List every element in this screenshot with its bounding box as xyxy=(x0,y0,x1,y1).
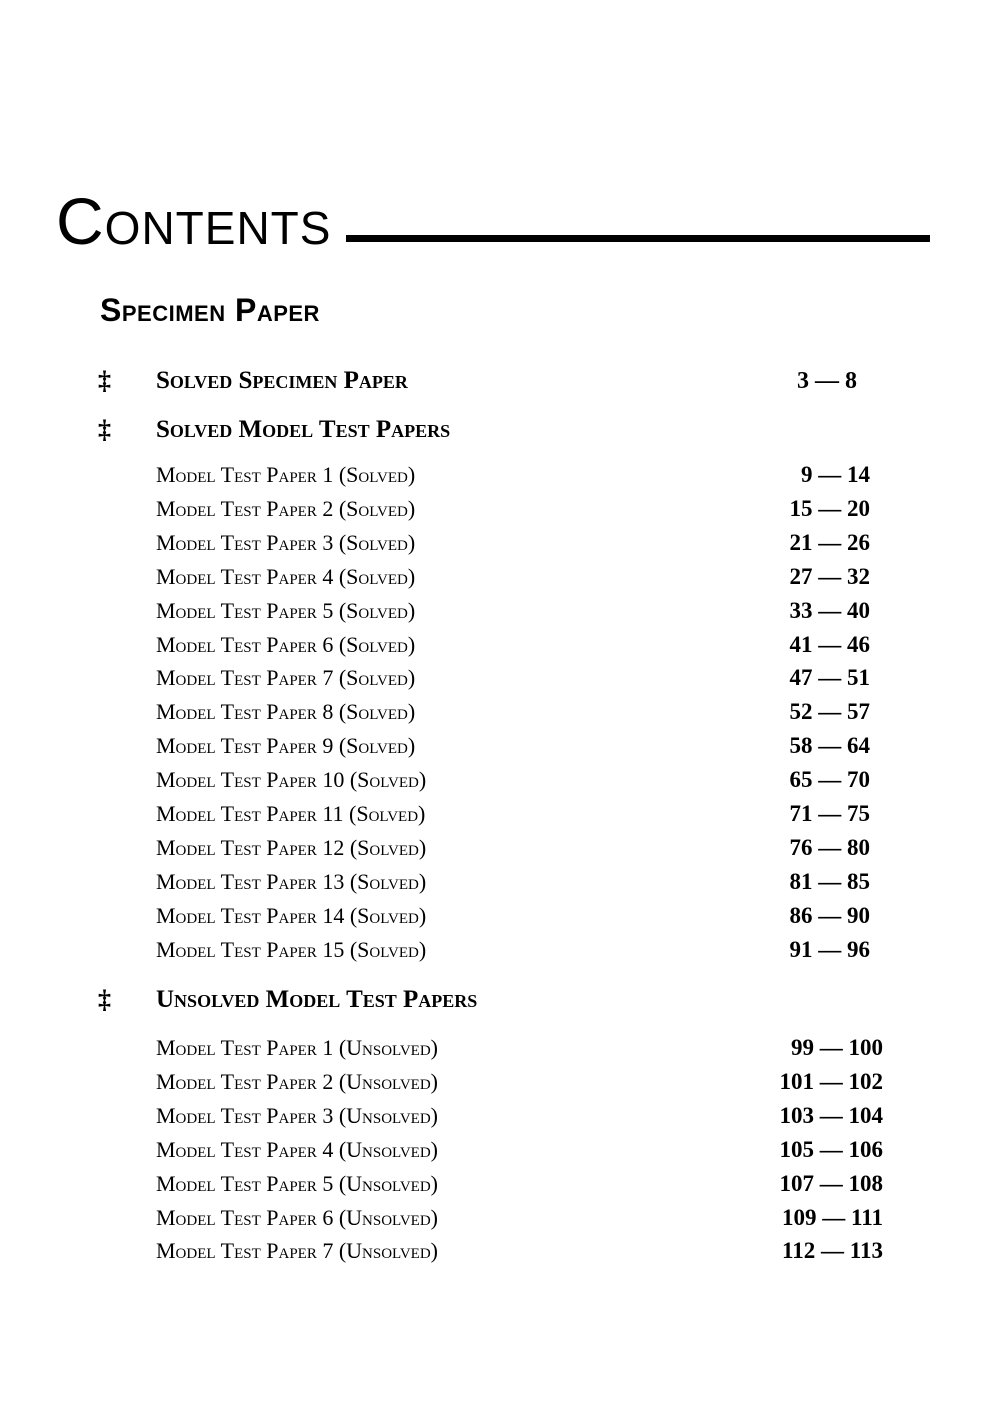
toc-entry[interactable] xyxy=(0,494,992,524)
toc-group-unsolved-model xyxy=(0,983,992,1017)
group-label: Unsolved Model Test Papers xyxy=(156,986,478,1013)
entry-label: Model Test Paper 4 (Solved) xyxy=(156,564,416,589)
entry-page-range: 91 — 96 xyxy=(789,937,870,962)
entry-label: Model Test Paper 15 (Solved) xyxy=(156,937,427,962)
entry-label: Model Test Paper 9 (Solved) xyxy=(156,733,416,758)
entry-page-range: 86 — 90 xyxy=(789,903,870,928)
toc-entry[interactable] xyxy=(0,867,992,897)
group-label: Solved Model Test Papers xyxy=(156,416,451,443)
entry-label: Model Test Paper 8 (Solved) xyxy=(156,699,416,724)
entry-page-range: 109 — 111 xyxy=(782,1205,883,1230)
entry-label: Model Test Paper 6 (Unsolved) xyxy=(156,1205,438,1230)
entry-page-range: 65 — 70 xyxy=(789,767,870,792)
toc-group-solved-specimen[interactable] xyxy=(0,364,992,398)
toc-entry[interactable] xyxy=(0,596,992,626)
toc-entry[interactable] xyxy=(0,663,992,693)
entry-label: Model Test Paper 2 (Unsolved) xyxy=(156,1069,438,1094)
entry-label: Model Test Paper 12 (Solved) xyxy=(156,835,427,860)
toc-entry[interactable] xyxy=(0,1169,992,1199)
entry-page-range: 47 — 51 xyxy=(789,665,870,690)
toc-entry[interactable] xyxy=(0,799,992,829)
entry-page-range: 52 — 57 xyxy=(789,699,870,724)
toc-entry[interactable] xyxy=(0,1203,992,1233)
page-title: Contents xyxy=(56,184,332,258)
entry-label: Model Test Paper 14 (Solved) xyxy=(156,903,427,928)
entry-page-range: 105 — 106 xyxy=(779,1137,883,1162)
entry-label: Model Test Paper 7 (Unsolved) xyxy=(156,1238,438,1263)
entry-label: Model Test Paper 7 (Solved) xyxy=(156,665,416,690)
entry-label: Model Test Paper 5 (Solved) xyxy=(156,598,416,623)
toc-entry[interactable] xyxy=(0,765,992,795)
entry-page-range: 58 — 64 xyxy=(789,733,870,758)
toc-entry[interactable] xyxy=(0,562,992,592)
section-heading: Specimen Paper xyxy=(100,292,320,328)
entry-page-range: 81 — 85 xyxy=(789,869,870,894)
double-dagger-bullet-icon: ‡ xyxy=(98,985,111,1014)
entry-label: Model Test Paper 5 (Unsolved) xyxy=(156,1171,438,1196)
toc-entry[interactable] xyxy=(0,697,992,727)
entry-page-range: 101 — 102 xyxy=(779,1069,883,1094)
entry-page-range: 9 — 14 xyxy=(801,462,870,487)
entry-page-range: 41 — 46 xyxy=(789,632,870,657)
entry-label: Model Test Paper 1 (Unsolved) xyxy=(156,1035,438,1060)
entry-page-range: 33 — 40 xyxy=(789,598,870,623)
toc-entry[interactable] xyxy=(0,731,992,761)
toc-group-solved-model xyxy=(0,413,992,447)
entry-label: Model Test Paper 11 (Solved) xyxy=(156,801,426,826)
toc-entry[interactable] xyxy=(0,1067,992,1097)
entry-page-range: 27 — 32 xyxy=(789,564,870,589)
toc-entry[interactable] xyxy=(0,1033,992,1063)
toc-entry[interactable] xyxy=(0,833,992,863)
entry-label: Model Test Paper 13 (Solved) xyxy=(156,869,427,894)
entry-page-range: 71 — 75 xyxy=(789,801,870,826)
toc-entry[interactable] xyxy=(0,1101,992,1131)
entry-label: Model Test Paper 1 (Solved) xyxy=(156,462,416,487)
entry-page-range: 107 — 108 xyxy=(779,1171,883,1196)
contents-header xyxy=(56,186,930,256)
entry-label: Model Test Paper 2 (Solved) xyxy=(156,496,416,521)
entry-label: Model Test Paper 3 (Unsolved) xyxy=(156,1103,438,1128)
entry-page-range: 21 — 26 xyxy=(789,530,870,555)
entry-label: Model Test Paper 4 (Unsolved) xyxy=(156,1137,438,1162)
entry-label: Model Test Paper 6 (Solved) xyxy=(156,632,416,657)
double-dagger-bullet-icon: ‡ xyxy=(98,366,111,395)
group-page-range: 3 — 8 xyxy=(797,368,857,394)
entry-label: Model Test Paper 10 (Solved) xyxy=(156,767,427,792)
toc-entry[interactable] xyxy=(0,935,992,965)
title-underline-rule xyxy=(346,235,930,242)
entry-label: Model Test Paper 3 (Solved) xyxy=(156,530,416,555)
entry-page-range: 103 — 104 xyxy=(779,1103,883,1128)
entry-page-range: 15 — 20 xyxy=(789,496,870,521)
toc-entry[interactable] xyxy=(0,630,992,660)
entry-page-range: 99 — 100 xyxy=(791,1035,883,1060)
group-label: Solved Specimen Paper xyxy=(156,367,408,394)
toc-entry[interactable] xyxy=(0,460,992,490)
toc-entry[interactable] xyxy=(0,528,992,558)
toc-entry[interactable] xyxy=(0,1236,992,1266)
toc-entry[interactable] xyxy=(0,901,992,931)
entry-page-range: 112 — 113 xyxy=(782,1238,883,1263)
entry-page-range: 76 — 80 xyxy=(789,835,870,860)
double-dagger-bullet-icon: ‡ xyxy=(98,415,111,444)
toc-entry[interactable] xyxy=(0,1135,992,1165)
